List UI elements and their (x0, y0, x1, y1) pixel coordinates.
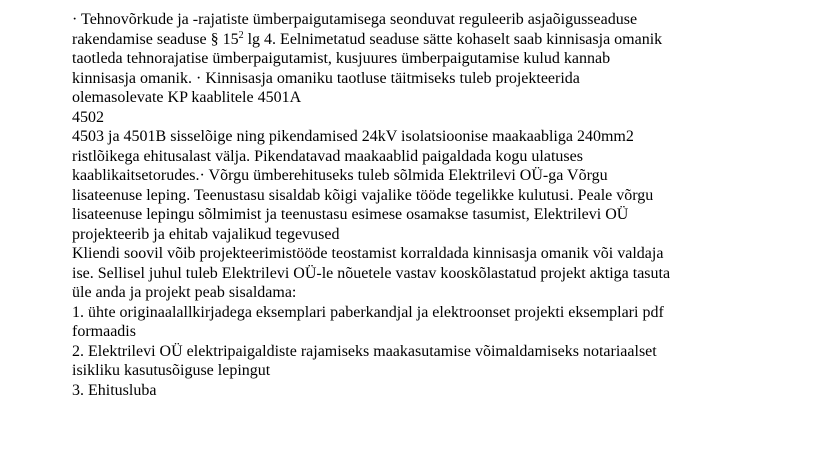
paragraph-2-line-4: lisateenuse leping. Teenustasu sisaldab kõigi vajalike tööde tegelikke kulutusi. Peale võrgu (72, 186, 654, 204)
list-item-2-line-1: 2. Elektrilevi OÜ elektripaigaldiste rajamiseks maakasutamise võimaldamiseks notariaalset (72, 342, 657, 360)
paragraph-1-line-4: kinnisasja omanik. · Kinnisasja omaniku taotluse täitmiseks tuleb projekteerida (72, 69, 580, 87)
law-reference-text: rakendamise seaduse § 15 (72, 30, 239, 48)
paragraph-1-line-2 (72, 30, 792, 50)
list-item-2-line-2: isikliku kasutusõiguse lepingut (72, 362, 271, 379)
paragraph-3-line-1: Kliendi soovil võib projekteerimistööde teostamist korraldada kinnisasja omanik või valdaja (72, 245, 664, 262)
paragraph-2-line-3: kaablikaitsetorudes.· Võrgu ümberehituseks tuleb sõlmida Elektrilevi OÜ-ga Võrgu (72, 167, 608, 184)
paragraph-3-line-3: üle anda ja projekt peab sisaldama: (72, 284, 297, 301)
paragraph-3-line-2: ise. Sellisel juhul tuleb Elektrilevi OÜ-le nõuetele vastav kooskõlastatud projekt aktiga tasuta (72, 264, 671, 282)
paragraph-2-line-2: ristlõikega ehitusalast välja. Pikendatavad maakaablid paigaldada kogu ulatuses (72, 147, 583, 165)
paragraph-1-line-3: taotleda tehnorajatise ümberpaigutamist, kusjuures ümberpaigutamise kulud kannab (72, 50, 611, 67)
cable-4502-line: 4502 (72, 108, 104, 126)
law-section-superscript: 2 (238, 29, 244, 41)
paragraph-1-line-2-rest: lg 4. Eelnimetatud seaduse sätte kohaselt saab kinnisasja omanik (243, 30, 663, 48)
list-item-1-line-2: formaadis (72, 323, 136, 340)
paragraph-2-line-1: 4503 ja 4501B sisselõige ning pikendamised 24kV isolatsioonise maakaabliga 240mm2 (72, 128, 634, 145)
paragraph-1-line-1: · Tehnovõrkude ja -rajatiste ümberpaigutamisega seonduvat reguleerib asjaõigusseaduse (72, 11, 638, 28)
paragraph-2-line-5: lisateenuse lepingu sõlmimist ja teenustasu esimese osamakse tasumist, Elektrilevi OÜ (72, 206, 629, 223)
list-item-1-line-1: 1. ühte originaalallkirjadega eksemplari paberkandjal ja elektroonset projekti eksemplari pdf (72, 303, 664, 321)
paragraph-2-line-6: projekteerib ja ehitab vajalikud tegevused (72, 225, 340, 243)
document-body (72, 10, 792, 400)
list-item-3: 3. Ehitusluba (72, 381, 157, 399)
paragraph-1-line-5: olemasolevate KP kaablitele 4501A (72, 89, 302, 106)
